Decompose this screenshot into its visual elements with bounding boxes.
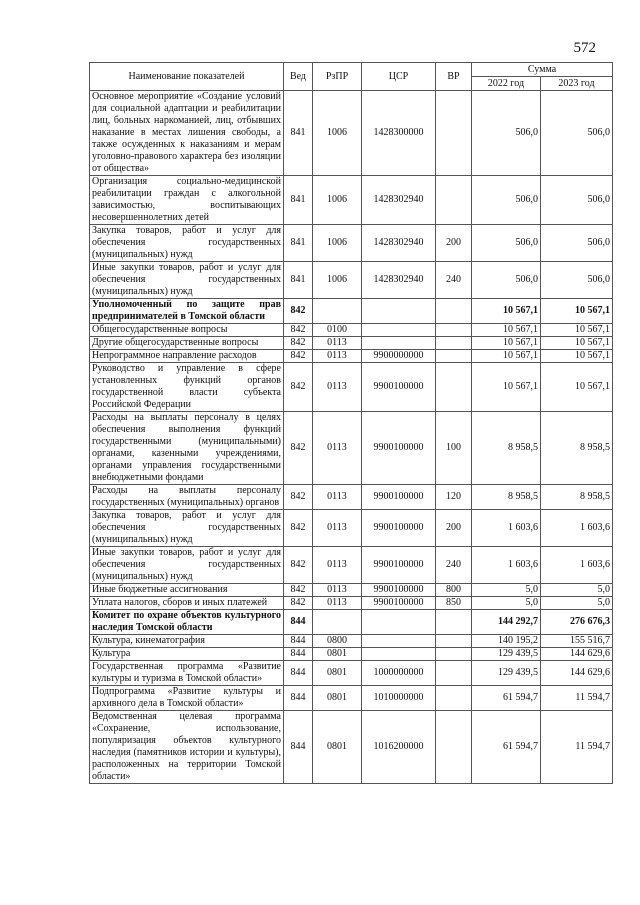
row-sum-2023: 155 516,7 — [541, 635, 613, 648]
row-name: Уполномоченный по защите прав предпринимателей в Томской области — [90, 299, 284, 324]
row-sum-2023: 11 594,7 — [541, 686, 613, 711]
table-row — [90, 485, 613, 510]
table-row — [90, 299, 613, 324]
row-vr: 240 — [436, 547, 472, 584]
row-ved: 842 — [284, 412, 313, 485]
row-sum-2023: 10 567,1 — [541, 324, 613, 337]
row-rzpr: 0801 — [313, 686, 362, 711]
row-rzpr: 0801 — [313, 711, 362, 784]
row-vr: 200 — [436, 510, 472, 547]
row-csr: 1010000000 — [362, 686, 436, 711]
row-sum-2023: 10 567,1 — [541, 299, 613, 324]
row-sum-2022: 8 958,5 — [472, 412, 541, 485]
table-row — [90, 510, 613, 547]
header-year-2022: 2022 год — [472, 77, 541, 91]
table-row — [90, 225, 613, 262]
row-csr — [362, 337, 436, 350]
row-csr — [362, 324, 436, 337]
row-ved: 841 — [284, 91, 313, 176]
row-sum-2023: 10 567,1 — [541, 350, 613, 363]
row-csr: 9900100000 — [362, 363, 436, 412]
row-sum-2023: 144 629,6 — [541, 661, 613, 686]
row-csr: 1016200000 — [362, 711, 436, 784]
row-rzpr: 1006 — [313, 91, 362, 176]
row-sum-2023: 5,0 — [541, 597, 613, 610]
row-ved: 841 — [284, 176, 313, 225]
row-csr: 9900100000 — [362, 584, 436, 597]
row-name: Подпрограмма «Развитие культуры и архивного дела в Томской области» — [90, 686, 284, 711]
row-sum-2022: 1 603,6 — [472, 510, 541, 547]
row-ved: 842 — [284, 510, 313, 547]
row-rzpr: 1006 — [313, 262, 362, 299]
row-vr — [436, 299, 472, 324]
row-name: Иные бюджетные ассигнования — [90, 584, 284, 597]
row-ved: 844 — [284, 686, 313, 711]
row-csr — [362, 635, 436, 648]
row-sum-2022: 506,0 — [472, 225, 541, 262]
row-name: Расходы на выплаты персоналу в целях обеспечения выполнения функций государственными (муниципальными) органами, казенными учреждениями, органами управления государственными внебюджетными фондами — [90, 412, 284, 485]
row-ved: 841 — [284, 262, 313, 299]
row-csr: 9900100000 — [362, 510, 436, 547]
row-rzpr: 0113 — [313, 510, 362, 547]
row-name: Государственная программа «Развитие культуры и туризма в Томской области» — [90, 661, 284, 686]
table-row — [90, 363, 613, 412]
row-sum-2022: 129 439,5 — [472, 648, 541, 661]
row-vr — [436, 686, 472, 711]
row-sum-2022: 10 567,1 — [472, 299, 541, 324]
row-vr: 100 — [436, 412, 472, 485]
row-sum-2022: 506,0 — [472, 91, 541, 176]
row-sum-2023: 1 603,6 — [541, 510, 613, 547]
header-year-2023: 2023 год — [541, 77, 613, 91]
budget-table — [89, 62, 613, 784]
row-rzpr: 0113 — [313, 485, 362, 510]
row-name: Другие общегосударственные вопросы — [90, 337, 284, 350]
row-sum-2022: 10 567,1 — [472, 350, 541, 363]
header-rzpr: РзПР — [313, 63, 362, 91]
row-ved: 842 — [284, 584, 313, 597]
header-sum: Сумма — [472, 63, 613, 77]
row-rzpr: 0801 — [313, 661, 362, 686]
row-name: Непрограммное направление расходов — [90, 350, 284, 363]
row-sum-2023: 506,0 — [541, 176, 613, 225]
row-rzpr: 0113 — [313, 597, 362, 610]
row-ved: 842 — [284, 597, 313, 610]
table-body — [90, 91, 613, 784]
table-row — [90, 686, 613, 711]
table-row — [90, 648, 613, 661]
row-vr: 240 — [436, 262, 472, 299]
row-rzpr: 0800 — [313, 635, 362, 648]
row-rzpr: 1006 — [313, 225, 362, 262]
table-row — [90, 324, 613, 337]
row-rzpr: 1006 — [313, 176, 362, 225]
row-ved: 842 — [284, 337, 313, 350]
table-row — [90, 584, 613, 597]
row-name: Закупка товаров, работ и услуг для обеспечения государственных (муниципальных) нужд — [90, 225, 284, 262]
row-csr — [362, 610, 436, 635]
row-ved: 844 — [284, 711, 313, 784]
row-ved: 844 — [284, 648, 313, 661]
row-rzpr — [313, 610, 362, 635]
row-csr: 9900100000 — [362, 597, 436, 610]
row-name: Иные закупки товаров, работ и услуг для обеспечения государственных (муниципальных) нужд — [90, 547, 284, 584]
row-name: Культура, кинематография — [90, 635, 284, 648]
row-sum-2023: 8 958,5 — [541, 485, 613, 510]
table-row — [90, 412, 613, 485]
header-csr: ЦСР — [362, 63, 436, 91]
table-row — [90, 597, 613, 610]
row-name: Комитет по охране объектов культурного наследия Томской области — [90, 610, 284, 635]
row-vr — [436, 337, 472, 350]
row-sum-2023: 276 676,3 — [541, 610, 613, 635]
row-csr: 9900000000 — [362, 350, 436, 363]
row-sum-2023: 8 958,5 — [541, 412, 613, 485]
row-sum-2022: 506,0 — [472, 262, 541, 299]
row-name: Руководство и управление в сфере установленных функций органов государственной власти субъекта Российской Федерации — [90, 363, 284, 412]
row-sum-2022: 61 594,7 — [472, 686, 541, 711]
table-row — [90, 661, 613, 686]
row-ved: 844 — [284, 661, 313, 686]
header-ved: Вед — [284, 63, 313, 91]
row-name: Иные закупки товаров, работ и услуг для обеспечения государственных (муниципальных) нужд — [90, 262, 284, 299]
row-sum-2023: 506,0 — [541, 262, 613, 299]
row-vr — [436, 363, 472, 412]
row-name: Уплата налогов, сборов и иных платежей — [90, 597, 284, 610]
row-ved: 842 — [284, 363, 313, 412]
row-csr: 1428302940 — [362, 262, 436, 299]
row-name: Общегосударственные вопросы — [90, 324, 284, 337]
row-vr: 120 — [436, 485, 472, 510]
row-ved: 844 — [284, 635, 313, 648]
row-csr: 9900100000 — [362, 412, 436, 485]
row-sum-2023: 506,0 — [541, 225, 613, 262]
table-row — [90, 547, 613, 584]
row-vr — [436, 176, 472, 225]
row-vr: 800 — [436, 584, 472, 597]
row-sum-2022: 10 567,1 — [472, 324, 541, 337]
row-sum-2023: 10 567,1 — [541, 363, 613, 412]
row-sum-2022: 144 292,7 — [472, 610, 541, 635]
table-row — [90, 176, 613, 225]
table-row — [90, 350, 613, 363]
row-csr: 1000000000 — [362, 661, 436, 686]
row-vr — [436, 711, 472, 784]
table-row — [90, 711, 613, 784]
row-ved: 842 — [284, 324, 313, 337]
row-vr — [436, 91, 472, 176]
row-vr — [436, 324, 472, 337]
row-name: Организация социально-медицинской реабилитации граждан с алкогольной зависимостью, воспитывающих несовершеннолетних детей — [90, 176, 284, 225]
header-name: Наименование показателей — [90, 63, 284, 91]
row-rzpr: 0113 — [313, 337, 362, 350]
row-sum-2023: 1 603,6 — [541, 547, 613, 584]
row-sum-2023: 5,0 — [541, 584, 613, 597]
row-sum-2022: 1 603,6 — [472, 547, 541, 584]
row-name: Культура — [90, 648, 284, 661]
header-vr: ВР — [436, 63, 472, 91]
row-name: Ведомственная целевая программа «Сохранение, использование, популяризация объектов культурного наследия (памятников истории и культуры), расположенных на территории Томской области» — [90, 711, 284, 784]
row-sum-2022: 61 594,7 — [472, 711, 541, 784]
row-sum-2023: 11 594,7 — [541, 711, 613, 784]
row-csr: 1428300000 — [362, 91, 436, 176]
row-vr — [436, 610, 472, 635]
row-vr: 850 — [436, 597, 472, 610]
row-ved: 842 — [284, 485, 313, 510]
row-sum-2023: 506,0 — [541, 91, 613, 176]
row-ved: 844 — [284, 610, 313, 635]
table-row — [90, 91, 613, 176]
row-csr: 1428302940 — [362, 176, 436, 225]
row-rzpr — [313, 299, 362, 324]
row-ved: 842 — [284, 299, 313, 324]
row-vr: 200 — [436, 225, 472, 262]
row-rzpr: 0100 — [313, 324, 362, 337]
row-rzpr: 0801 — [313, 648, 362, 661]
row-vr — [436, 635, 472, 648]
row-sum-2023: 144 629,6 — [541, 648, 613, 661]
row-rzpr: 0113 — [313, 584, 362, 597]
row-rzpr: 0113 — [313, 412, 362, 485]
row-sum-2022: 10 567,1 — [472, 363, 541, 412]
table-row — [90, 610, 613, 635]
row-csr — [362, 648, 436, 661]
row-sum-2022: 506,0 — [472, 176, 541, 225]
row-name: Закупка товаров, работ и услуг для обеспечения государственных (муниципальных) нужд — [90, 510, 284, 547]
table-row — [90, 337, 613, 350]
row-name: Основное мероприятие «Создание условий для социальной адаптации и реабилитации лиц, больных наркоманией, лиц, отбывших наказание в местах лишения свободы, а также осужденных к наказаниям и мерам уголовно-правового характера без изоляции от общества» — [90, 91, 284, 176]
row-csr: 1428302940 — [362, 225, 436, 262]
row-csr — [362, 299, 436, 324]
row-vr — [436, 350, 472, 363]
row-ved: 841 — [284, 225, 313, 262]
row-sum-2022: 10 567,1 — [472, 337, 541, 350]
row-sum-2022: 140 195,2 — [472, 635, 541, 648]
row-rzpr: 0113 — [313, 363, 362, 412]
row-sum-2022: 5,0 — [472, 597, 541, 610]
row-sum-2023: 10 567,1 — [541, 337, 613, 350]
row-sum-2022: 8 958,5 — [472, 485, 541, 510]
row-csr: 9900100000 — [362, 547, 436, 584]
table-row — [90, 635, 613, 648]
row-sum-2022: 5,0 — [472, 584, 541, 597]
row-rzpr: 0113 — [313, 350, 362, 363]
row-ved: 842 — [284, 350, 313, 363]
row-sum-2022: 129 439,5 — [472, 661, 541, 686]
row-vr — [436, 661, 472, 686]
page-number: 572 — [573, 40, 596, 56]
row-vr — [436, 648, 472, 661]
row-name: Расходы на выплаты персоналу государственных (муниципальных) органов — [90, 485, 284, 510]
table-row — [90, 262, 613, 299]
row-csr: 9900100000 — [362, 485, 436, 510]
row-ved: 842 — [284, 547, 313, 584]
row-rzpr: 0113 — [313, 547, 362, 584]
